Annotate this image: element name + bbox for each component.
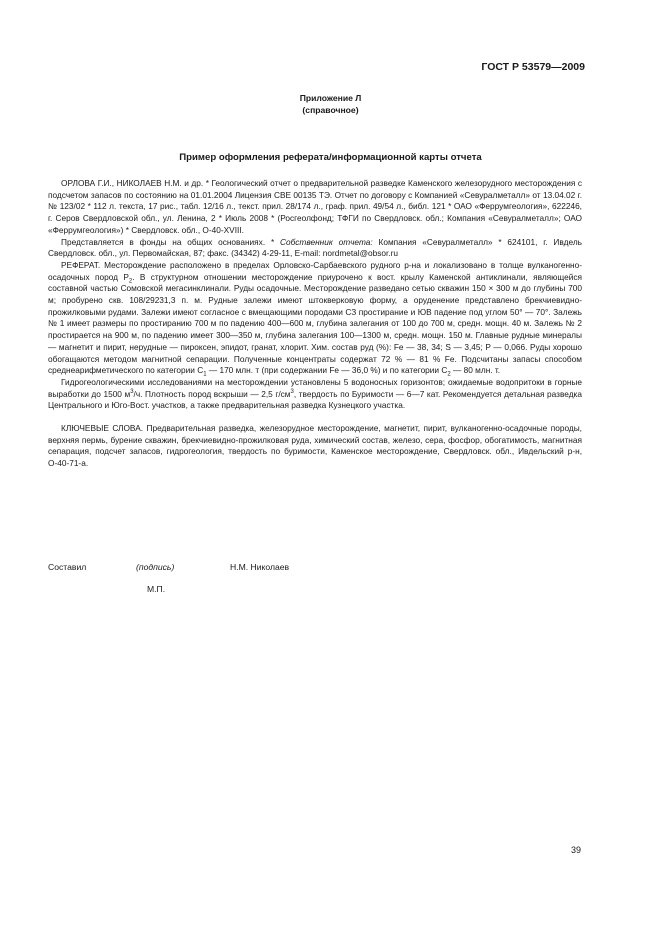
stamp-place: М.П.	[147, 584, 166, 594]
signature-placeholder: (подпись)	[136, 562, 175, 572]
appendix-title: Приложение Л	[299, 93, 362, 103]
owner-label: Собственник отчета:	[280, 236, 373, 247]
document-body	[48, 178, 582, 470]
superscript: 3	[130, 388, 134, 395]
signature-line	[48, 562, 348, 576]
subscript: 2	[447, 371, 451, 378]
owner-paragraph	[48, 237, 582, 260]
abstract-text-2: . В структурном отношении месторождение приурочено к вост. крылу Каменской антиклинали, являющейся составной частью Сомовской мегасинклинали. Руды осадочные. Месторождение разведано сетью скважин 150 × 300 м до глубины 700 м; пробурено скв. 108/29231,3 п. м. Рудные залежи имеют штокверковую форму, а оруденение представлено брекчиевидно-прожилковыми рудами. Залежи имеют согласное с вмещающими породами СЗ простирание и ЮВ падение под углом 50° — 70°. Залежь № 1 имеет размеры по простиранию 700 м по падению 400—600 м, глубина залегания от 100 до 700 м, средн. мощн. 40 м. Залежь № 2 простирается на 900 м, по падению имеет 300—350 м, глубина залегания 100—1300 м, средн. мощн. 150 м. Главные рудные минералы — магнетит и пирит, нерудные — пироксен, эпидот, гранат, хлорит. Хим. состав руд (%): Fe — 38, 34; S — 3,45; P — 0,066. Руды хорошо обогащаются методом магнитной сепарации. Полученные концентраты содержат 72 % — 81 % Fe. Подсчитаны запасы способом среднеарифметического по категории C	[48, 271, 582, 376]
hydro-text-1: Гидрогеологическими исследованиями на месторождении установлены 5 водоносных горизонтов; ожидаемые водопритоки в горные выработки до 1500 м	[48, 376, 582, 399]
keywords-paragraph: КЛЮЧЕВЫЕ СЛОВА. Предварительная разведка, железорудное месторождение, магнетит, пирит, вулканогенно-осадочные породы, верхняя пермь, бурение скважин, брекчиевидно-прожилковая руда, химический состав, железо, сера, фосфор, обогатимость, магнитная сепарация, подсчет запасов, гидрогеология, твердость по буримости, Каменское месторождение, Свердловск. обл., Ивдельский р-н, О-40-71-а.	[48, 423, 582, 469]
hydro-text-3: , твердость по Буримости — 6—7 кат. Рекомендуется детальная разведка Центрального и Юго-Вост. участков, а также предварительная разведка Кузнецкого участка.	[48, 388, 582, 411]
bibliographic-paragraph: ОРЛОВА Г.И., НИКОЛАЕВ Н.М. и др. * Геологический отчет о предварительной разведке Каменского железорудного месторождения с подсчетом запасов по состоянию на 01.01.2004 Лицензия СВЕ 00135 ТЭ. Отчет по договору с Компанией «Севуралметалл» от 13.04.02 г. № 123/02 * 112 л. текста, 17 рис., табл. 12/16 л., текст. прил. 28/174 л., граф. прил. 49/54 л., библ. 121 * ОАО «Феррумгеология», 622246, г. Серов Свердловской обл., ул. Ленина, 2 * Июль 2008 * (Росгеолфонд; ТФГИ по Свердловск. обл.; Компания «Севуралметалл»; ОАО «Феррумгеология») * Свердловск. обл., О-40-XVIII.	[48, 178, 582, 235]
appendix-subtitle: (справочное)	[302, 105, 359, 115]
abstract-text-3: — 170 млн. т (при содержании Fe — 36,0 %) и по категории C	[206, 365, 448, 376]
appendix-block	[0, 92, 661, 116]
hydro-text-2: /ч. Плотность пород вскрыши — 2,5 г/см	[133, 388, 291, 399]
abstract-paragraph	[48, 260, 582, 377]
standard-designation: ГОСТ Р 53579—2009	[481, 61, 585, 73]
owner-text: Представляется в фонды на общих основаниях. *	[61, 236, 281, 247]
compiled-by-label: Составил	[48, 562, 87, 572]
subscript: 1	[203, 371, 207, 378]
subscript: 2	[128, 278, 133, 285]
page-number: 39	[570, 845, 581, 855]
abstract-text-4: — 80 млн. т.	[450, 365, 501, 376]
compiler-name: Н.М. Николаев	[230, 562, 290, 572]
abstract-text-1: РЕФЕРАТ. Месторождение расположено в пределах Орловско-Сарбаевского рудного р-на и локализовано в толще вулканогенно-осадочных пород P	[48, 259, 582, 282]
section-heading: Пример оформления реферата/информационной карты отчета	[179, 152, 482, 163]
hydrogeology-paragraph	[48, 377, 582, 412]
superscript: 3	[290, 388, 294, 395]
owner-details: Компания «Севуралметалл» * 624101, г. Ивдель Свердловск. обл., ул. Первомайская, 87; факс. (34342) 4-29-11, E-mail: nordmetal@obsor.ru	[48, 236, 582, 259]
